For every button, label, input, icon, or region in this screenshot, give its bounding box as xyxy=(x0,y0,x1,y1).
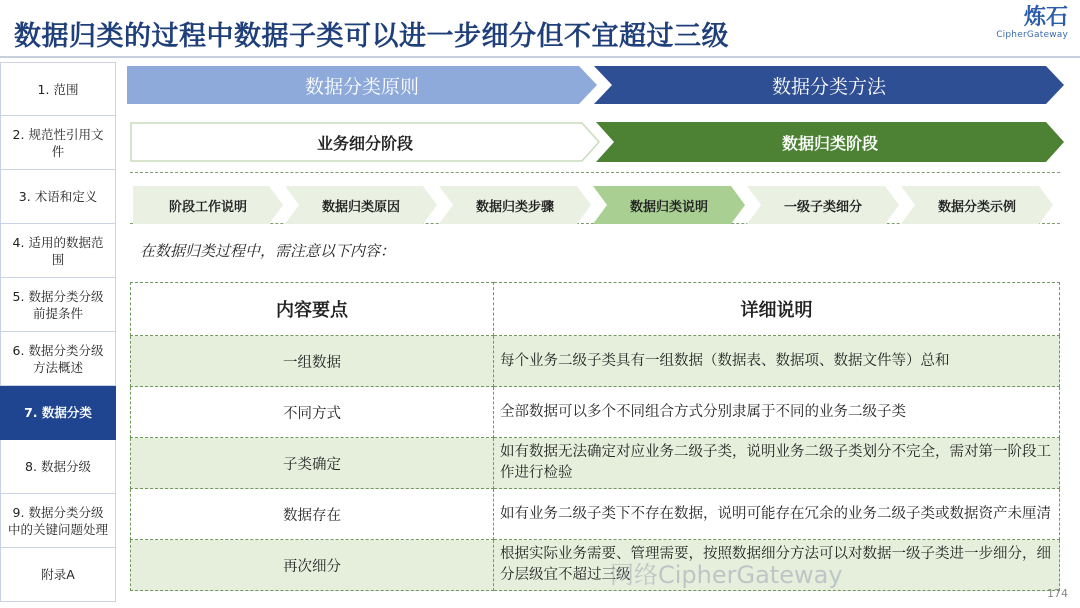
table-row xyxy=(131,336,1060,387)
table-cell-point: 不同方式 xyxy=(131,387,494,438)
sidebar-item-key-issues[interactable]: 9. 数据分类分级中的关键问题处理 xyxy=(0,494,116,548)
step-chevron-4-active[interactable] xyxy=(593,186,745,224)
sidebar-nav xyxy=(0,62,116,602)
table-cell-detail: 如有数据无法确定对应业务二级子类，说明业务二级子类划分不完全，需对第一阶段工作进行检验 xyxy=(494,438,1060,489)
step-chevron-2[interactable] xyxy=(285,186,437,224)
step-label-1: 阶段工作说明 xyxy=(168,199,247,215)
table-cell-detail: 根据实际业务需要、管理需要，按照数据细分方法可以对数据一级子类进一步细分，细分层级宜不超过三级 xyxy=(494,540,1060,591)
sidebar-item-normative-references[interactable]: 2. 规范性引用文件 xyxy=(0,116,116,170)
table-row xyxy=(131,438,1060,489)
logo-en-text: CipherGateway xyxy=(996,30,1068,40)
sidebar-item-data-grading[interactable]: 8. 数据分级 xyxy=(0,440,116,494)
step-label-6: 数据分类示例 xyxy=(937,199,1016,215)
table-row xyxy=(131,387,1060,438)
logo-cn-text: 炼石 xyxy=(1023,5,1068,30)
step-chevron-3[interactable] xyxy=(439,186,591,224)
step-label-3: 数据归类步骤 xyxy=(475,199,554,215)
table-cell-point: 子类确定 xyxy=(131,438,494,489)
title-divider xyxy=(0,56,1080,58)
step-label-2: 数据归类原因 xyxy=(321,199,400,215)
table-cell-detail: 全部数据可以多个不同组合方式分别隶属于不同的业务二级子类 xyxy=(494,387,1060,438)
table-cell-point: 一组数据 xyxy=(131,336,494,387)
sidebar-item-data-classification[interactable]: 7. 数据分类 xyxy=(0,386,116,440)
principle-chevron-left xyxy=(127,66,597,104)
table-row xyxy=(131,540,1060,591)
table-row xyxy=(131,489,1060,540)
sidebar-item-terms[interactable]: 3. 术语和定义 xyxy=(0,170,116,224)
watermark-text: 网络CipherGateway xyxy=(610,561,843,589)
stage-chevron-left xyxy=(130,122,600,162)
principle-chevron-right xyxy=(594,66,1064,104)
principle-left-label: 数据分类原则 xyxy=(304,75,419,98)
table-cell-detail: 如有业务二级子类下不存在数据，说明可能存在冗余的业务二级子类或数据资产未厘清 xyxy=(494,489,1060,540)
sidebar-item-prerequisites[interactable]: 5. 数据分类分级前提条件 xyxy=(0,278,116,332)
table-header-point: 内容要点 xyxy=(131,283,494,336)
table-cell-detail: 每个业务二级子类具有一组数据（数据表、数据项、数据文件等）总和 xyxy=(494,336,1060,387)
page-title: 数据归类的过程中数据子类可以进一步细分但不宜超过三级 xyxy=(14,21,729,52)
sidebar-item-scope[interactable]: 1. 范围 xyxy=(0,62,116,116)
table-cell-point: 数据存在 xyxy=(131,489,494,540)
step-chevron-1[interactable] xyxy=(133,186,283,224)
page-number: 174 xyxy=(1047,587,1068,600)
table-cell-point: 再次细分 xyxy=(131,540,494,591)
step-chevron-5[interactable] xyxy=(747,186,899,224)
principle-right-label: 数据分类方法 xyxy=(771,75,886,98)
section-note: 在数据归类过程中，需注意以下内容： xyxy=(140,242,396,260)
stage-left-label: 业务细分阶段 xyxy=(316,133,413,153)
sidebar-item-data-scope[interactable]: 4. 适用的数据范围 xyxy=(0,224,116,278)
content-table xyxy=(130,282,1060,591)
sidebar-item-method-overview[interactable]: 6. 数据分类分级方法概述 xyxy=(0,332,116,386)
table-header-detail: 详细说明 xyxy=(494,283,1060,336)
stage-chevron-right xyxy=(596,122,1064,162)
brand-logo xyxy=(996,6,1068,40)
step-label-5: 一级子类细分 xyxy=(783,199,862,215)
step-label-4: 数据归类说明 xyxy=(629,199,708,215)
step-chevron-6[interactable] xyxy=(901,186,1053,224)
stage-right-label: 数据归类阶段 xyxy=(781,133,878,153)
sidebar-item-appendix-a[interactable]: 附录A xyxy=(0,548,116,602)
